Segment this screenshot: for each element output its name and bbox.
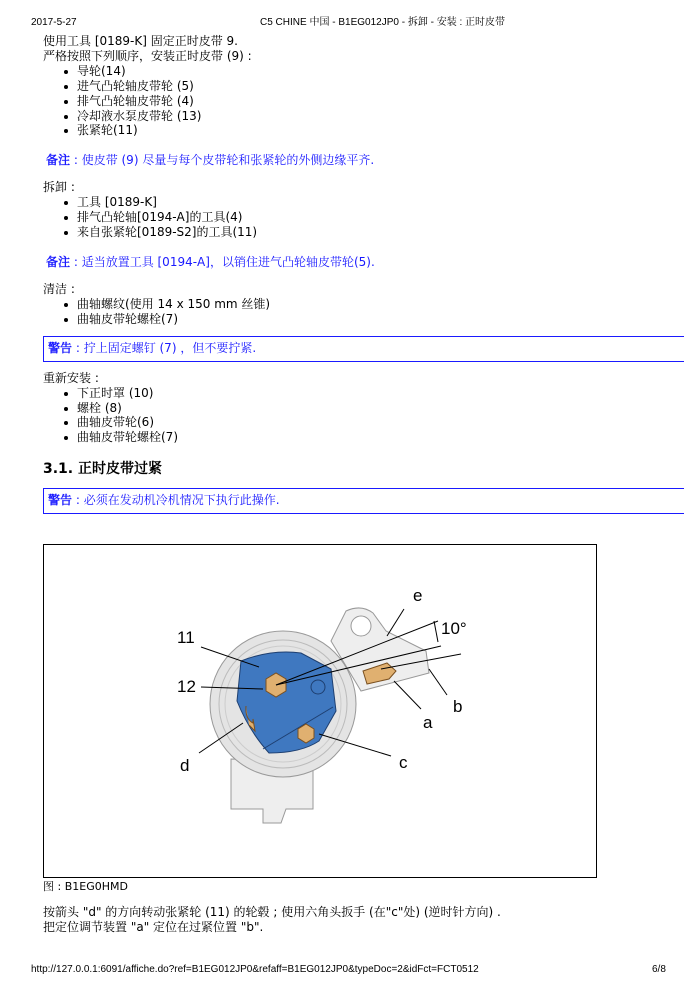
list-item: 曲轴皮带轮螺栓(7) bbox=[64, 430, 178, 445]
section-label: 重新安装 : bbox=[43, 371, 99, 385]
list-item: 进气凸轮轴皮带轮 (5) bbox=[64, 79, 194, 94]
list-item: 冷却液水泵皮带轮 (13) bbox=[64, 109, 201, 124]
label-d: d bbox=[180, 756, 190, 775]
print-title: C5 CHINE 中国 - B1EG012JP0 - 拆卸 - 安装 : 正时皮带 bbox=[260, 17, 506, 28]
label-12: 12 bbox=[177, 677, 196, 696]
footer-url: http://127.0.0.1:6091/affiche.do?ref=B1EG012JP0&refaff=B1EG012JP0&typeDoc=2&idFct=FCT0512 bbox=[31, 964, 479, 975]
instruction-line: 把定位调节装置 "a" 定位在过紧位置 "b". bbox=[43, 920, 264, 934]
list-item: 曲轴皮带轮螺栓(7) bbox=[64, 312, 178, 327]
list-item: 工具 [0189-K] bbox=[64, 195, 157, 210]
tensioner-figure bbox=[43, 544, 597, 878]
note: 备注 : 适当放置工具 [0194-A]，以销住进气凸轮轴皮带轮(5). bbox=[46, 255, 375, 269]
list-item: 排气凸轮轴皮带轮 (4) bbox=[64, 94, 194, 109]
section-label: 清洁 : bbox=[43, 282, 75, 296]
label-c: c bbox=[399, 753, 408, 772]
label-b: b bbox=[453, 697, 463, 716]
list-item: 来自张紧轮[0189-S2]的工具(11) bbox=[64, 225, 257, 240]
note: 备注 : 使皮带 (9) 尽量与每个皮带轮和张紧轮的外侧边缘平齐. bbox=[46, 153, 375, 167]
warning-box bbox=[43, 488, 684, 514]
label-a: a bbox=[423, 713, 433, 732]
warning-text: 警告 : 拧上固定螺钉 (7) ，但不要拧紧. bbox=[48, 341, 257, 355]
page-number: 6/8 bbox=[652, 964, 666, 975]
list-item: 曲轴螺纹(使用 14 x 150 mm 丝锥) bbox=[64, 297, 270, 312]
tensioner-diagram bbox=[44, 545, 596, 877]
section-label: 拆卸 : bbox=[43, 180, 75, 194]
label-e: e bbox=[413, 586, 423, 605]
instruction-line: 按箭头 "d" 的方向转动张紧轮 (11) 的轮毂 ; 使用六角头扳手 (在"c"处) (逆时针方向) . bbox=[43, 905, 501, 919]
figure-caption: 图 : B1EG0HMD bbox=[43, 880, 128, 893]
section-heading: 3.1. 正时皮带过紧 bbox=[43, 461, 162, 477]
print-date: 2017-5-27 bbox=[31, 17, 77, 28]
warning-text: 警告 : 必须在发动机冷机情况下执行此操作. bbox=[48, 493, 280, 507]
list-item: 导轮(14) bbox=[64, 64, 126, 79]
label-11: 11 bbox=[177, 628, 195, 647]
warning-box bbox=[43, 336, 684, 362]
list-item: 螺栓 (8) bbox=[64, 401, 122, 416]
list-item: 张紧轮(11) bbox=[64, 123, 138, 138]
intro-line: 使用工具 [0189-K] 固定正时皮带 9. bbox=[43, 34, 238, 48]
list-item: 下正时罩 (10) bbox=[64, 386, 153, 401]
label-angle: 10° bbox=[441, 619, 467, 638]
list-item: 曲轴皮带轮(6) bbox=[64, 415, 154, 430]
intro-line: 严格按照下列顺序，安装正时皮带 (9) : bbox=[43, 49, 252, 63]
list-item: 排气凸轮轴[0194-A]的工具(4) bbox=[64, 210, 242, 225]
